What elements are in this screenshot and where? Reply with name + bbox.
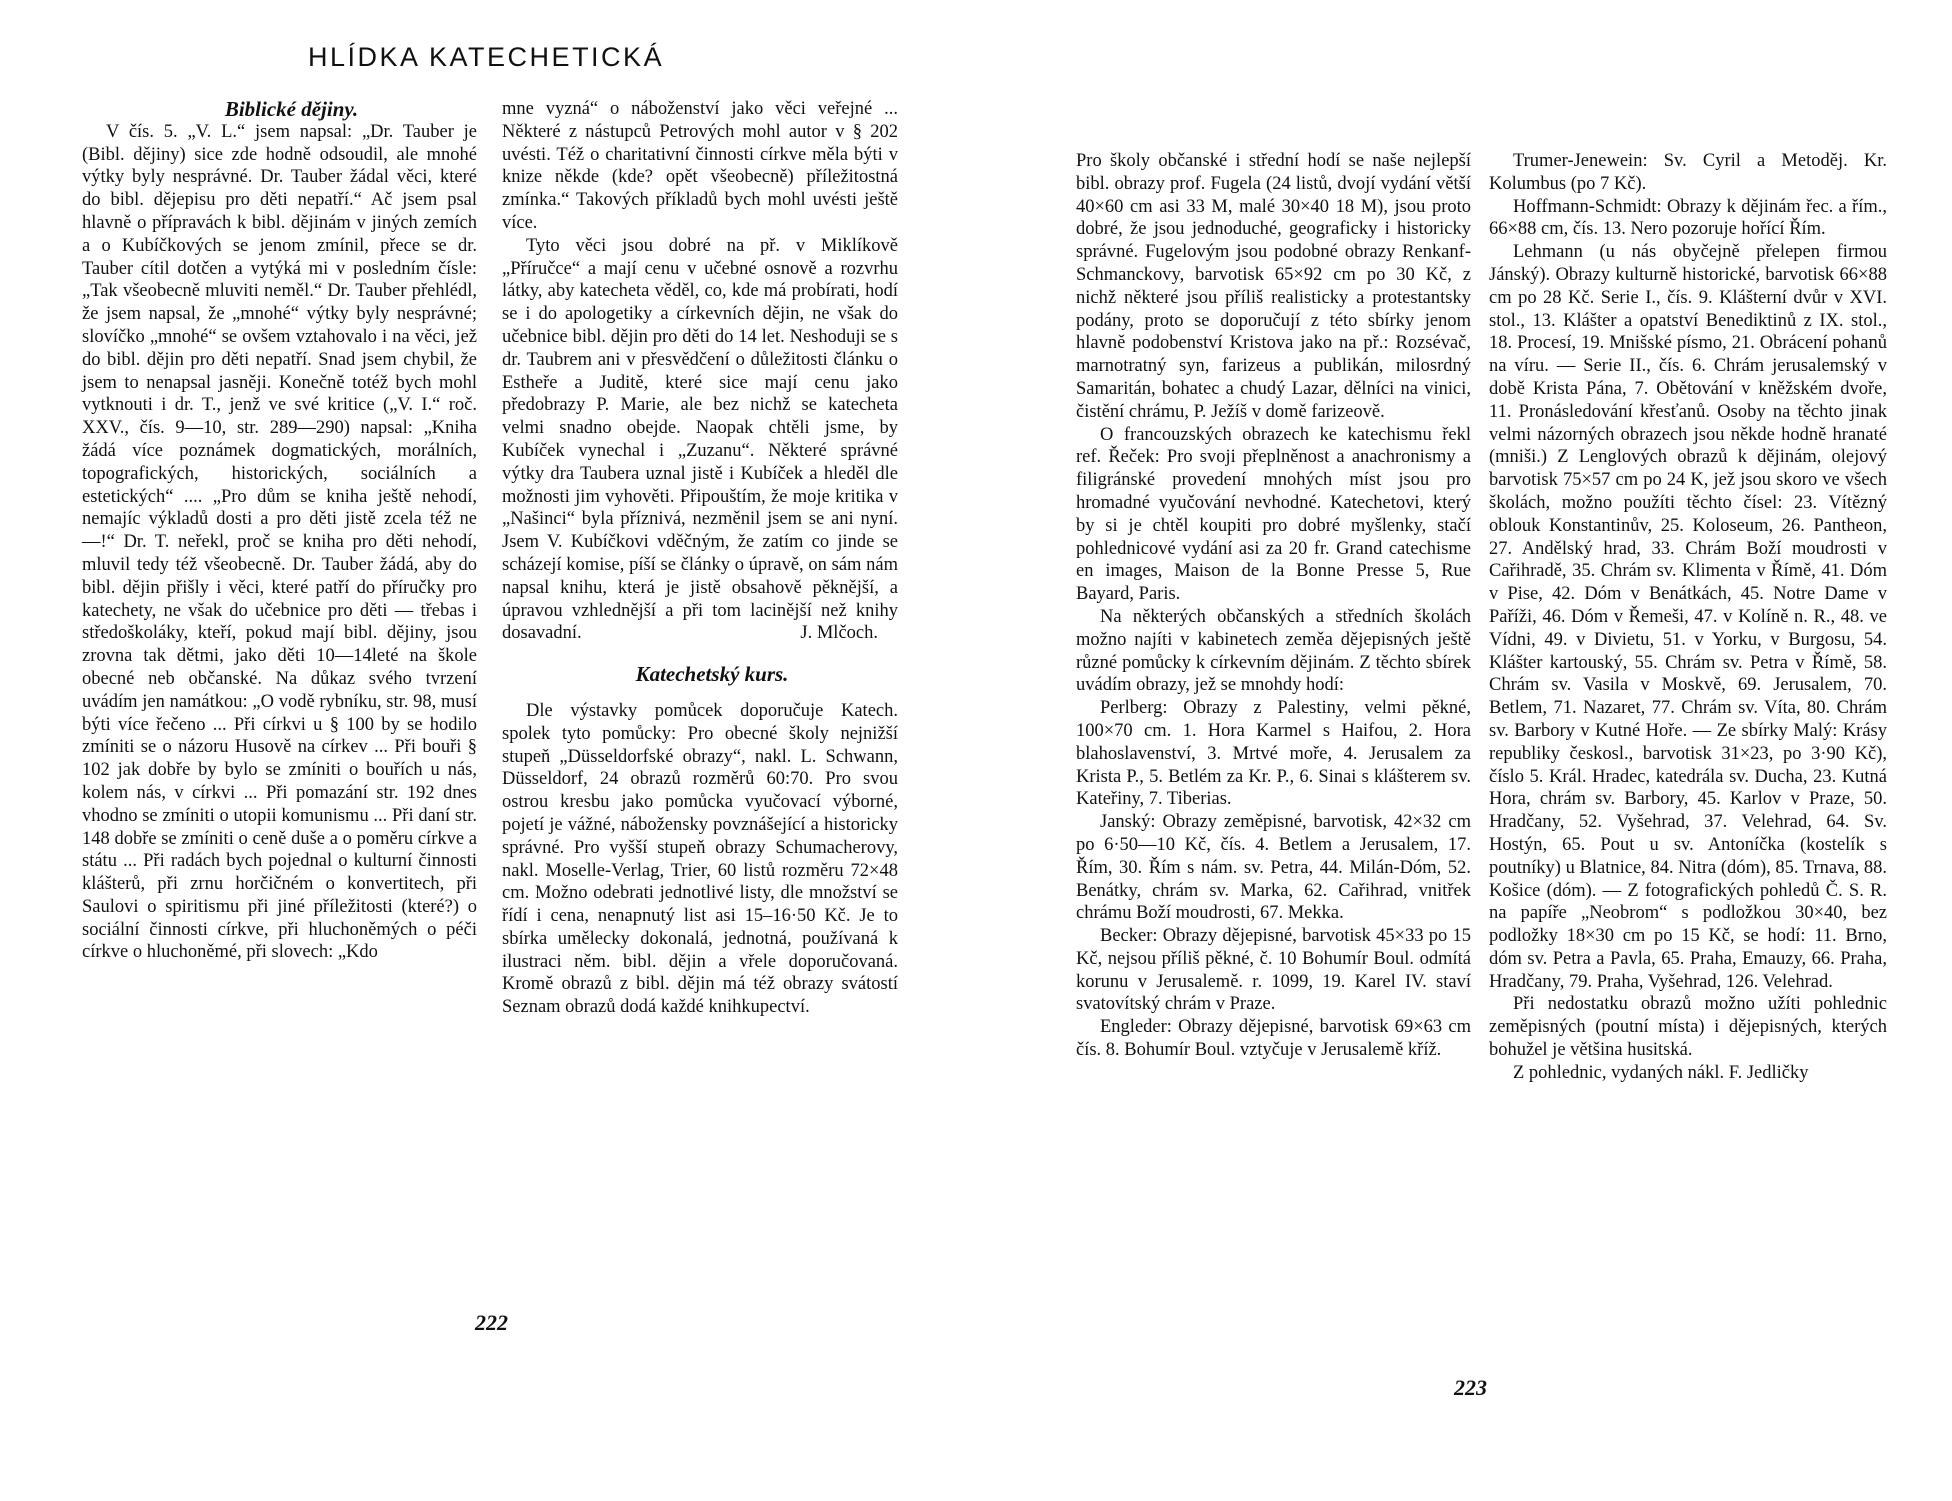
paragraph: Tyto věci jsou dobré na př. v Miklíkově „Příručce“ a mají cenu v učebné osnově a rozvrhu látky, aby katecheta věděl, co, kde má probírati, hodí se i do apologetiky a církevních dějin, ne však do učebnice bibl. dějin pro děti do 14 let. Neshoduji se s dr. Taubrem ani v přesvědčení o důležitosti článku o Estheře a Juditě, které sice mají cenu jako předobrazy P. Marie, ale bez nichž se katecheta velmi snadno obejde. Naopak chtěli jsme, by Kubíček vynechal i „Zuzanu“. Některé správné výtky dra Taubera uznal jistě i Kubíček a hleděl dle možnosti jim vyhověti. Připouštím, že moje kritika v „Našinci“ byla příznivá, nezměnil jsem se ani nyní. Jsem V. Kubíčkovi vděčným, že zatím co jinde se scházejí komise, píší se články o úpravě, on sám nám napsal knihu, která je jistě obsahově pěknější, a úpravou vzhlednější a při tom lacinější než knihy dosavadní. [502, 235, 898, 644]
paragraph: Pro školy občanské i střední hodí se naše nejlepší bibl. obrazy prof. Fugela (24 listů, dvojí vydání větší 40×60 cm asi 33 M, malé 30×40 18 M), jsou proto dobré, že jsou jednoduché, geograficky i historicky správné. Fugelovým jsou podobné obrazy Renkanf-Schmanckovy, barvotisk 65×92 cm po 30 Kč, z nichž některé jsou příliš realisticky a protestantsky podány, proto se doporučují z této sbírky jenom hlavně podobenství Kristova jako na př.: Rozsévač, marnotratný syn, farizeus a publikán, milosrdný Samaritán, bohatec a chudý Lazar, dělníci na vinici, čistění chrámu, P. Ježíš v domě farizeově. [1076, 151, 1471, 422]
paragraph: Lehmann (u nás obyčejně přelepen firmou Jánský). Obrazy kulturně historické, barvotisk 66×88 cm po 28 Kč. Serie I., čís. 9. Klášterní dvůr v XVI. stol., 13. Klášter a opatství Benediktinů z IX. stol., 18. Procesí, 19. Mnišské písmo, 21. Obrácení pohanů na víru. — Serie II., čís. 6. Chrám jerusalemský v době Krista Pána, 7. Obětování v kněžském dvoře, 11. Pronásledování křesťanů. Osoby na těchto jinak velmi názorných obrazech jsou někde hodně hranaté (mniši.) Z Lenglových obrazů k dějinám, olejový barvotisk 75×57 cm po 24 K, jež jsou skoro ve všech školách, možno použíti těchto čísel: 23. Vítězný oblouk Konstantinův, 25. Koloseum, 26. Pantheon, 27. Andělský hrad, 33. Chrám Boží moudrosti v Cařihradě, 35. Chrám sv. Klimenta v Římě, 41. Dóm v Pise, 42. Dóm v Benátkách, 45. Notre Dame v Paříži, 46. Dóm v Řemeši, 47. v Kolíně n. R., 48. ve Vídni, 49. v Divietu, 51. v Yorku, v Burgosu, 54. Klášter kartouský, 55. Chrám sv. Petra v Římě, 58. Chrám sv. Vasila v Moskvě, 69. Jerusalem, 70. Betlem, 71. Nazaret, 77. Chrám sv. Víta, 80. Chrám sv. Barbory v Kutné Hoře. — Ze sbírky Malý: Krásy republiky českosl., barvotisk 31×23, po 3·90 Kč), číslo 5. Král. Hradec, katedrála sv. Ducha, 23. Kutná Hora, chrám sv. Barbory, 45. Karlov v Praze, 50. Hradčany, 52. Vyšehrad, 37. Velehrad, 64. Sv. Hostýn, 65. Pout u sv. Antoníčka (kostelík s poutníky) u Blatnice, 84. Nitra (dóm), 85. Trnava, 88. Košice (dóm). — Z fotografických pohledů Č. S. R. na papíře „Neobrom“ s podložkou 30×40, bez podložky 18×30 cm po 15 Kč, se hodí: 11. Brno, dóm sv. Petra a Pavla, 65. Praha, Emauzy, 66. Praha, Hradčany, 79. Praha, Vyšehrad, 126. Velehrad. [1489, 242, 1887, 992]
left-column-2 [502, 98, 898, 1019]
paragraph: mne vyzná“ o náboženství jako věci veřejné ... Některé z nástupců Petrových mohl autor v § 202 uvésti. Též o charitativní činnosti církve měla býti v knize někde (kde? opět všeobecně) příležitostná zmínka.“ Takových příkladů bych mohl uvésti ještě více. [502, 99, 898, 233]
running-header: HLÍDKA KATECHETICKÁ [308, 42, 665, 72]
paragraph: V čís. 5. „V. L.“ jsem napsal: „Dr. Tauber je (Bibl. dějiny) sice zde hodně odsoudil, ale mnohé výtky byly nesprávné. Dr. Tauber žádal věci, které do bibl. dějepisu pro děti nepatří.“ Ač jsem psal hlavně o přípravách k bibl. dějinám v jiných zemích a o Kubíčkových se jenom zmínil, přece se dr. Tauber cítil dotčen a vytýká mi v posledním čísle: „Tak všeobecně mluviti neměl.“ Dr. Tauber přehlédl, že jsem napsal, že „mnohé“ výtky byly nesprávné; slovíčko „mnohé“ se ovšem vztahovalo i na věci, jež do bibl. dějin pro děti nepatří. Snad jsem chybil, že jsem to nenapsal jasněji. Konečně totéž bych mohl vytknouti i dr. T., jenž ve své kritice („V. I.“ roč. XXV., čís. 9—10, str. 289—290) napsal: „Kniha žádá více poznámek dogmatických, morálních, topografických, historických, sociálních a estetických“ .... „Pro dům se kniha ještě nehodí, nemajíc výkladů dosti a pro děti jistě zcela též ne —!“ Dr. T. neřekl, proč se kniha pro děti nehodí, mluvil tedy též všeobecně. Dr. Tauber žádá, aby do bibl. dějin přišly i věci, které patří do příručky pro katechety, ne však do učebnice pro děti — třebas i středoškoláky, kteří, pokud mají bibl. dějiny, jsou zrovna tak dětmi, jako děti 10—14leté na škole obecné neb občanské. Na důkaz svého tvrzení uvádím jen namátkou: „O vodě rybníku, str. 98, musí býti více řečeno ... Při církvi u § 100 by se hodilo zmíniti se o názoru Husově na církev ... Při bouři § 102 jak dobře by bylo se zmíniti o bouřích u nás, kolem nás, v církvi ... Při pomazání str. 192 dnes vhodno se zmíniti o utopii komunismu ... Při daní str. 148 dobře se zmíniti o ceně duše a o poměru církve a státu ... Při radách bych pojednal o kulturní činnosti klášterů, při zrnu horčičném o konvertitech, při Saulovi o spiritismu při jiné příležitosti (které?) o sociální činnosti církve, při hluchoněmých o péči církve o hluchoněmé, při slovech: „Kdo [82, 121, 477, 963]
right-column-2 [1489, 150, 1887, 1085]
paragraph: Trumer-Jenewein: Sv. Cyril a Metoděj. Kr. Kolumbus (po 7 Kč). [1489, 151, 1887, 194]
paragraph: Engleder: Obrazy dějepisné, barvotisk 69×63 cm čís. 8. Bohumír Boul. vztyčuje v Jerusalemě kříž. [1076, 1017, 1471, 1061]
paragraph: Perlberg: Obrazy z Palestiny, velmi pěkné, 100×70 cm. 1. Hora Karmel s Haifou, 2. Hora blahoslavenství, 3. Mrtvé moře, 4. Jerusalem za Krista P., 5. Betlém za Kr. P., 6. Sinai s klášterem sv. Kateřiny, 7. Tiberias. [1076, 698, 1471, 810]
right-column-1 [1076, 150, 1471, 1062]
paragraph: Dle výstavky pomůcek doporučuje Katech. spolek tyto pomůcky: Pro obecné školy nejnižší stupeň „Düsseldorfské obrazy“, nakl. L. Schwann, Düsseldorf, 24 obrazů rozměrů 60:70. Pro svou ostrou kresbu jako pomůcka vyučovací výborné, pojetí je vážné, nábožensky povznášející a historicky správné. Pro vyšší stupeň obrazy Schumacherovy, nakl. Moselle-Verlag, Trier, 60 listů rozměru 72×48 cm. Možno odebrati jednotlivé listy, dle množství se řídí i cena, nenapnutý list asi 15–16·50 Kč. Je to sbírka umělecky dokonalá, jednotná, používaná k ilustraci něm. bibl. dějin a vřele doporučovaná. Kromě obrazů z bibl. dějin má též obrazy svátostí Seznam obrazů dodá každé knihkupectví. [502, 700, 898, 1018]
paragraph: Na některých občanských a středních školách možno najíti v kabinetech zeměa dějepisných ještě různé pomůcky k církevním dějinám. Z těchto sbírek uvádím obrazy, jež se mnohdy hodí: [1076, 606, 1471, 696]
section-heading-biblicke-dejiny: Biblické dějiny. [224, 97, 359, 121]
paragraph: Při nedostatku obrazů možno užíti pohlednic zeměpisných (poutní místa) i dějepisných, kterých bohužel je většina husitská. [1489, 994, 1887, 1061]
paragraph: Janský: Obrazy zeměpisné, barvotisk, 42×32 cm po 6·50—10 Kč, čís. 4. Betlem a Jerusalem, 17. Řím, 30. Řím s nám. sv. Petra, 44. Milán-Dóm, 52. Benátky, chrám sv. Marka, 62. Cařihrad, vnitřek chrámu Boží moudrosti, 67. Mekka. [1076, 812, 1471, 924]
paragraph: Hoffmann-Schmidt: Obrazy k dějinám řec. a řím., 66×88 cm, čís. 13. Nero pozoruje hořící Řím. [1489, 196, 1887, 240]
paragraph: O francouzských obrazech ke katechismu řekl ref. Řeček: Pro svoji přeplněnost a anachronismy a filigránské provedení mnohých míst jsou pro hromadné vyučování nevhodné. Katechetovi, který by si je chtěl koupiti pro dobré myšlenky, stačí pohlednicové vydání asi za 20 fr. Grand catechisme en images, Maison de la Bonne Presse 5, Rue Bayard, Paris. [1076, 424, 1471, 605]
author-signature: J. Mlčoch. [800, 623, 878, 644]
right-page [976, 0, 1952, 1501]
section-heading-katechetsky-kurs: Katechetský kurs. [635, 662, 789, 687]
page-number: 223 [1454, 1375, 1487, 1400]
paragraph: Becker: Obrazy dějepisné, barvotisk 45×33 po 15 Kč, nejsou příliš pěkné, č. 10 Bohumír Boul. odmítá korunu v Jerusalemě. r. 1099, 19. Karel IV. staví svatovítský chrám v Praze. [1076, 926, 1471, 1015]
page-number: 222 [475, 1310, 508, 1335]
left-column-1 [82, 98, 477, 964]
paragraph: Z pohlednic, vydaných nákl. F. Jedličky [1513, 1062, 1809, 1083]
